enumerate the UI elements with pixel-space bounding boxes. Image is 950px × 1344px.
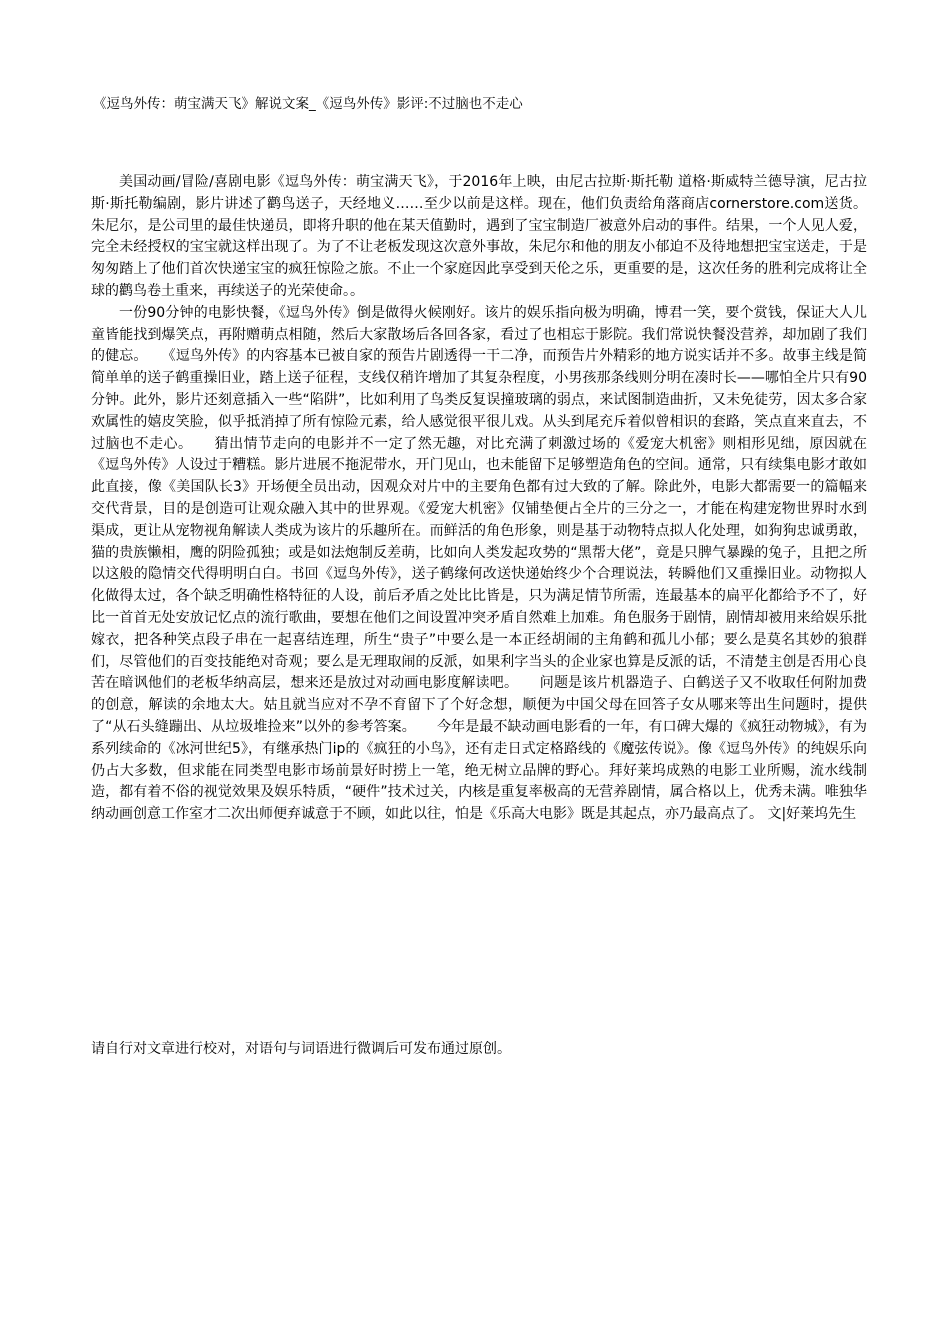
proofread-note: 请自行对文章进行校对，对语句与词语进行微调后可发布通过原创。 xyxy=(91,1041,511,1057)
document-title: 《逗鸟外传：萌宝满天飞》解说文案_《逗鸟外传》影评:不过脑也不走心 xyxy=(93,96,523,112)
article-body xyxy=(91,172,867,826)
paragraph-review: 一份90分钟的电影快餐，《逗鸟外传》倒是做得火候刚好。该片的娱乐指向极为明确，博君一笑，要个赏钱，保证大人儿童皆能找到爆笑点，再附赠萌点相随，然后大家散场后各回各家，看过了也相忘于影院。我们常说快餐没营养，却加剧了我们的健忘。 《逗鸟外传》的内容基本已被自家的预告片剧透得一干二净，而预告片外精彩的地方说实话并不多。故事主线是简简单单的送子鹤重操旧业，踏上送子征程，支线仅稍许增加了其复杂程度，小男孩那条线则分明在凑时长——哪怕全片只有90分钟。此外，影片还刻意插入一些“陷阱”，比如利用了鸟类反复误撞玻璃的弱点，来试图制造曲折，又未免徒劳，因太多合家欢属性的嬉皮笑脸，似乎抵消掉了所有惊险元素，给人感觉很平很儿戏。从头到尾充斥着似曾相识的套路，笑点直来直去，不过脑也不走心。 猜出情节走向的电影并不一定了然无趣，对比充满了刺激过场的《爱宠大机密》则相形见绌，原因就在《逗鸟外传》人设过于糟糕。影片进展不拖泥带水，开门见山，也未能留下足够塑造角色的空间。通常，只有续集电影才敢如此直接，像《美国队长3》开场便全员出动，因观众对片中的主要角色都有过大致的了解。除此外，电影大都需要一的篇幅来交代背景，目的是创造可让观众融入其中的世界观。《爱宠大机密》仅铺垫便占全片的三分之一，才能在构建宠物世界时水到渠成，更让从宠物视角解读人类成为该片的乐趣所在。而鲜活的角色形象，则是基于动物特点拟人化处理，如狗狗忠诚勇敢，猫的贵族懒相，鹰的阴险孤独；或是如法炮制反差萌，比如向人类发起攻势的“黑帮大佬”，竟是只脾气暴躁的兔子，且把之所以这般的隐情交代得明明白白。书回《逗鸟外传》，送子鹤缘何改送快递始终少个合理说法，转瞬他们又重操旧业。动物拟人化做得太过，各个缺乏明确性格特征的人设，前后矛盾之处比比皆是，只为满足情节所需，连最基本的扁平化都给予不了，好比一首首无处安放记忆点的流行歌曲，要想在他们之间设置冲突矛盾自然难上加难。角色服务于剧情，剧情却被用来给娱乐批嫁衣，把各种笑点段子串在一起喜结连理，所生“贵子”中要么是一本正经胡闹的主角鹤和孤儿小郁；要么是莫名其妙的狼群们，尽管他们的百变技能绝对奇观；要么是无理取闹的反派，如果利字当头的企业家也算是反派的话，不清楚主创是否用心良苦在暗讽他们的老板华纳高层，想来还是放过对动画电影度解读吧。 问题是该片机器造子、白鹤送子又不收取任何附加费的创意，解读的余地太大。姑且就当应对不孕不育留下了个好念想，顺便为中国父母在回答子女从哪来等出生问题时，提供了“从石头缝蹦出、从垃圾堆捡来”以外的参考答案。 今年是最不缺动画电影看的一年，有口碑大爆的《疯狂动物城》，有为系列续命的《冰河世纪5》，有继承热门ip的《疯狂的小鸟》，还有走日式定格路线的《魔弦传说》。像《逗鸟外传》的纯娱乐向仍占大多数，但求能在同类型电影市场前景好时捞上一笔，绝无树立品牌的野心。拜好莱坞成熟的电影工业所赐，流水线制造，都有着不俗的视觉效果及娱乐特质，“硬件”技术过关，内核是重复率极高的无营养剧情，属合格以上，优秀未满。唯独华纳动画创意工作室才二次出师便弃诚意于不顾，如此以往，怕是《乐高大电影》既是其起点，亦乃最高点了。 文|好莱坞先生 xyxy=(91,304,867,823)
paragraph-plot-summary: 美国动画/冒险/喜剧电影《逗鸟外传：萌宝满天飞》，于2016年上映，由尼古拉斯·斯托勒 道格·斯威特兰德导演，尼古拉斯·斯托勒编剧，影片讲述了鹳鸟送子，天经地义……至少以前是这样。现在，他们负责给角落商店cornerstore.com送货。朱尼尔，是公司里的最佳快递员，即将升职的他在某天值勤时，遇到了宝宝制造厂被意外启动的事件。结果，一个人见人爱，完全未经授权的宝宝就这样出现了。为了不让老板发现这次意外事故，朱尼尔和他的朋友小郁迫不及待地想把宝宝送走，于是匆匆踏上了他们首次快递宝宝的疯狂惊险之旅。不止一个家庭因此享受到天伦之乐，更重要的是，这次任务的胜利完成将让全球的鹳鸟卷土重来，再续送子的光荣使命。。 xyxy=(91,174,867,299)
